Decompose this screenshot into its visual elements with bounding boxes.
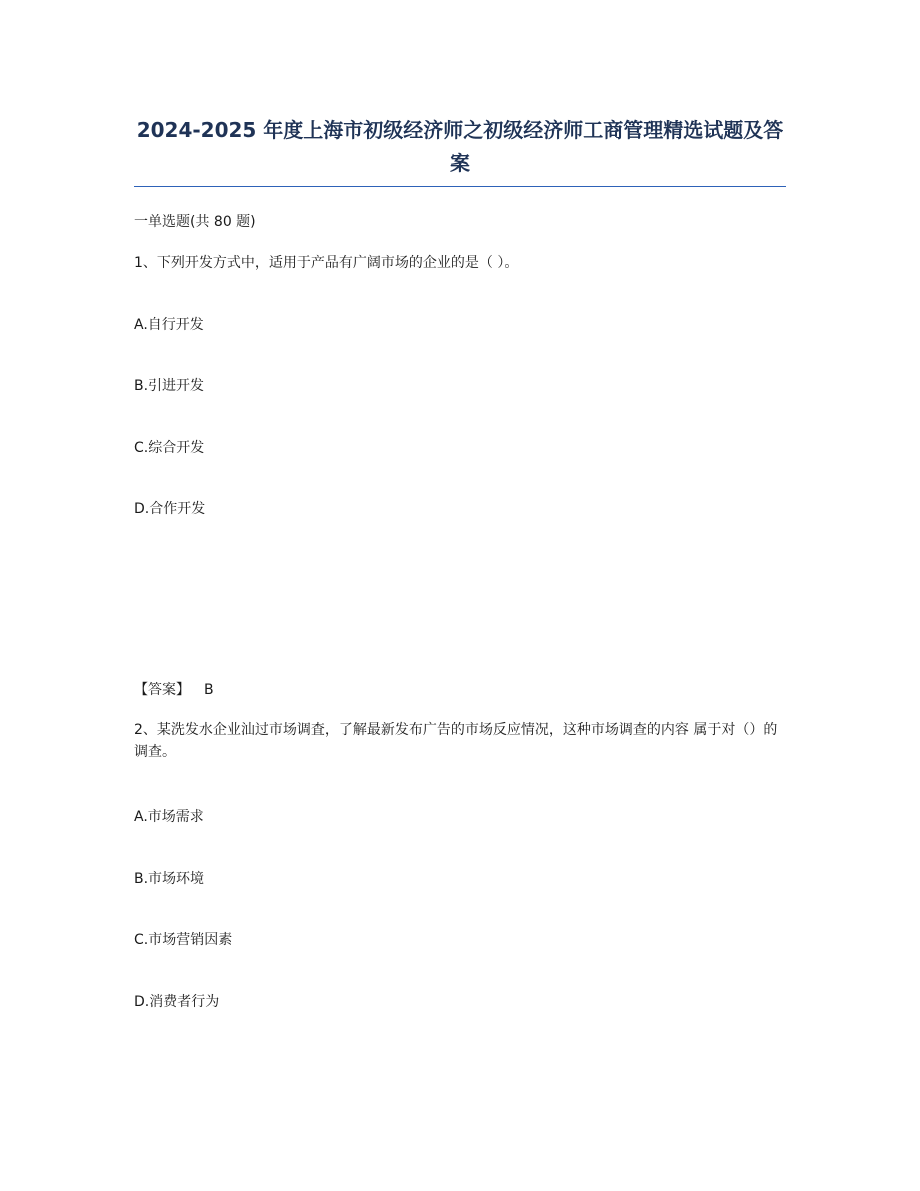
question-1-stem: 1、下列开发方式中，适用于产品有广阔市场的企业的是（ ）。 [134, 255, 519, 271]
answer-label: 【答案】 [134, 682, 190, 698]
question-2-option-c: C.市场营销因素 [134, 932, 233, 948]
question-2-option-a: A.市场需求 [134, 809, 204, 825]
question-1-option-c: C.综合开发 [134, 440, 205, 456]
question-2-option-b: B.市场环境 [134, 871, 205, 887]
question-1-answer [134, 679, 786, 701]
section-heading: 一单选题(共 80 题) [134, 214, 256, 230]
title-divider [134, 186, 786, 187]
question-1-option-b: B.引进开发 [134, 378, 205, 394]
answer-value: B [204, 682, 214, 698]
question-2-stem: 2、某洗发水企业汕过市场调査，了解最新发布广告的市场反应情况，这种市场调查的内容 属于对（）的调查。 [134, 722, 778, 760]
question-1-option-d: D.合作开发 [134, 501, 206, 517]
question-1-option-a: A.自行开发 [134, 317, 204, 333]
question-2-option-d: D.消费者行为 [134, 994, 220, 1010]
document-title: 2024-2025 年度上海市初级经济师之初级经济师工商管理精选试题及答案 [136, 118, 784, 175]
